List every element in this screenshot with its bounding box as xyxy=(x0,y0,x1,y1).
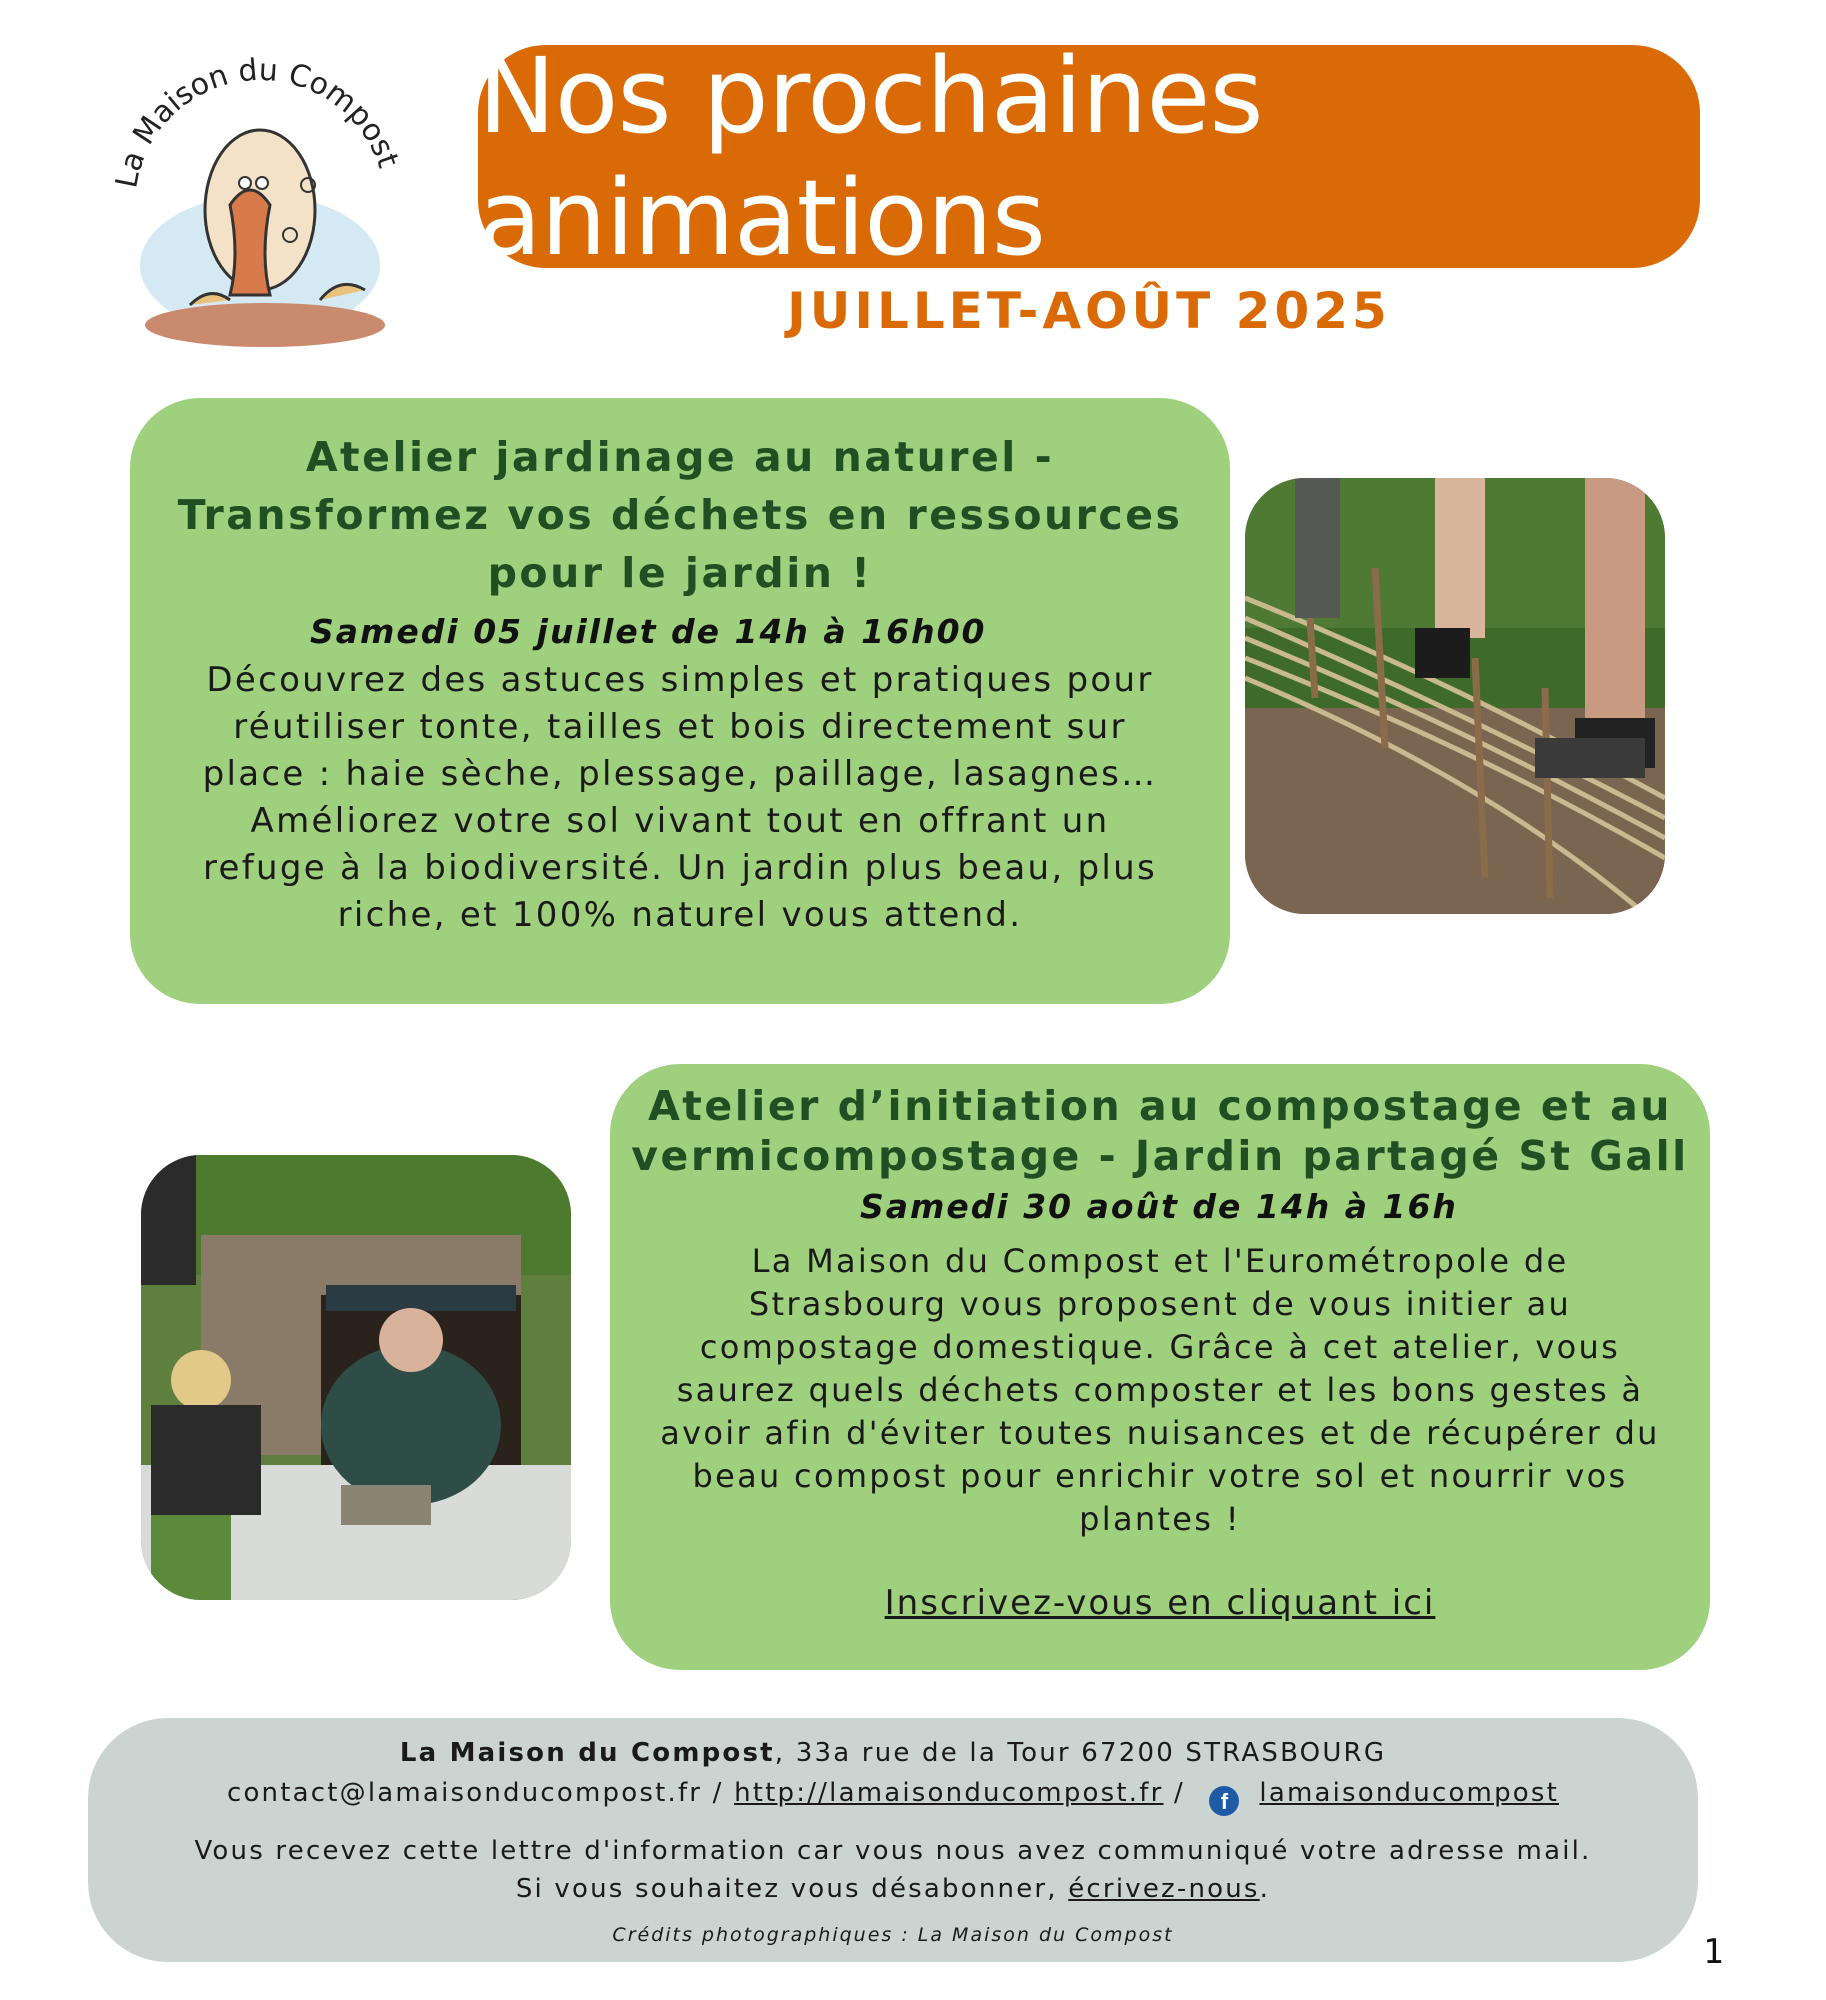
footer-contact-line: contact@lamaisonducompost.fr / http://lamaisonducompost.fr / f lamaisonducompost xyxy=(226,1778,1560,1814)
address: , 33a rue de la Tour 67200 STRASBOURG xyxy=(774,1738,1387,1768)
facebook-icon[interactable]: f xyxy=(1209,1786,1239,1816)
org-name: La Maison du Compost xyxy=(399,1738,775,1768)
event-description: Découvrez des astuces simples et pratiques pour réutiliser tonte, tailles et bois directement sur place : haie sèche, plessage, paillage, lasagnes… Améliorez votre sol vivant tout en offrant un refuge à la biodiversité. Un jardin plus beau, plus riche, et 100% naturel vous attend. xyxy=(202,660,1158,935)
event-title: Atelier jardinage au naturel - Transformez vos déchets en ressources pour le jardin ! xyxy=(177,433,1183,597)
event-card-compostage xyxy=(610,1064,1710,1670)
footer xyxy=(88,1718,1698,1962)
page-subtitle: JUILLET-AOÛT 2025 xyxy=(787,282,1391,340)
email-link[interactable]: contact@lamaisonducompost.fr xyxy=(226,1778,703,1808)
footer-address-line xyxy=(88,1738,1698,1768)
event-photo-plessage xyxy=(1245,478,1665,914)
logo xyxy=(90,35,430,355)
event-date: Samedi 05 juillet de 14h à 16h00 xyxy=(310,612,987,651)
event-card-jardinage xyxy=(130,398,1230,1004)
unsubscribe-link[interactable]: écrivez-nous xyxy=(1068,1874,1260,1904)
page-number: 1 xyxy=(1703,1932,1724,1972)
facebook-link[interactable]: lamaisonducompost xyxy=(1259,1778,1560,1808)
logo-text: La Maison du Compost xyxy=(109,52,406,191)
event-title: Atelier d’initiation au compostage et au vermicompostage - Jardin partagé St Gall xyxy=(631,1082,1689,1180)
event-description: La Maison du Compost et l'Eurométropole de Strasbourg vous proposent de vous initier au compostage domestique. Grâce à cet atelier, vous saurez quels déchets composter et les bons gestes à avoir afin d'éviter toutes nuisances et de récupérer du beau compost pour enrichir votre sol et nourrir vos plantes ! xyxy=(660,1242,1660,1538)
website-link[interactable]: http://lamaisonducompost.fr xyxy=(734,1778,1164,1808)
register-link[interactable]: Inscrivez-vous en cliquant ici xyxy=(884,1583,1436,1623)
footer-notice-line1: Vous recevez cette lettre d'information car vous nous avez communiqué votre adresse mail. xyxy=(194,1836,1592,1866)
photo-credits: Crédits photographiques : La Maison du Compost xyxy=(612,1924,1174,1946)
event-date: Samedi 30 août de 14h à 16h xyxy=(860,1187,1458,1226)
footer-notice-line2: Si vous souhaitez vous désabonner, écrivez-nous. xyxy=(515,1874,1271,1904)
event-photo-compostage xyxy=(141,1155,571,1600)
page-title: Nos prochaines animations xyxy=(478,34,1263,279)
header-banner xyxy=(478,34,1700,279)
